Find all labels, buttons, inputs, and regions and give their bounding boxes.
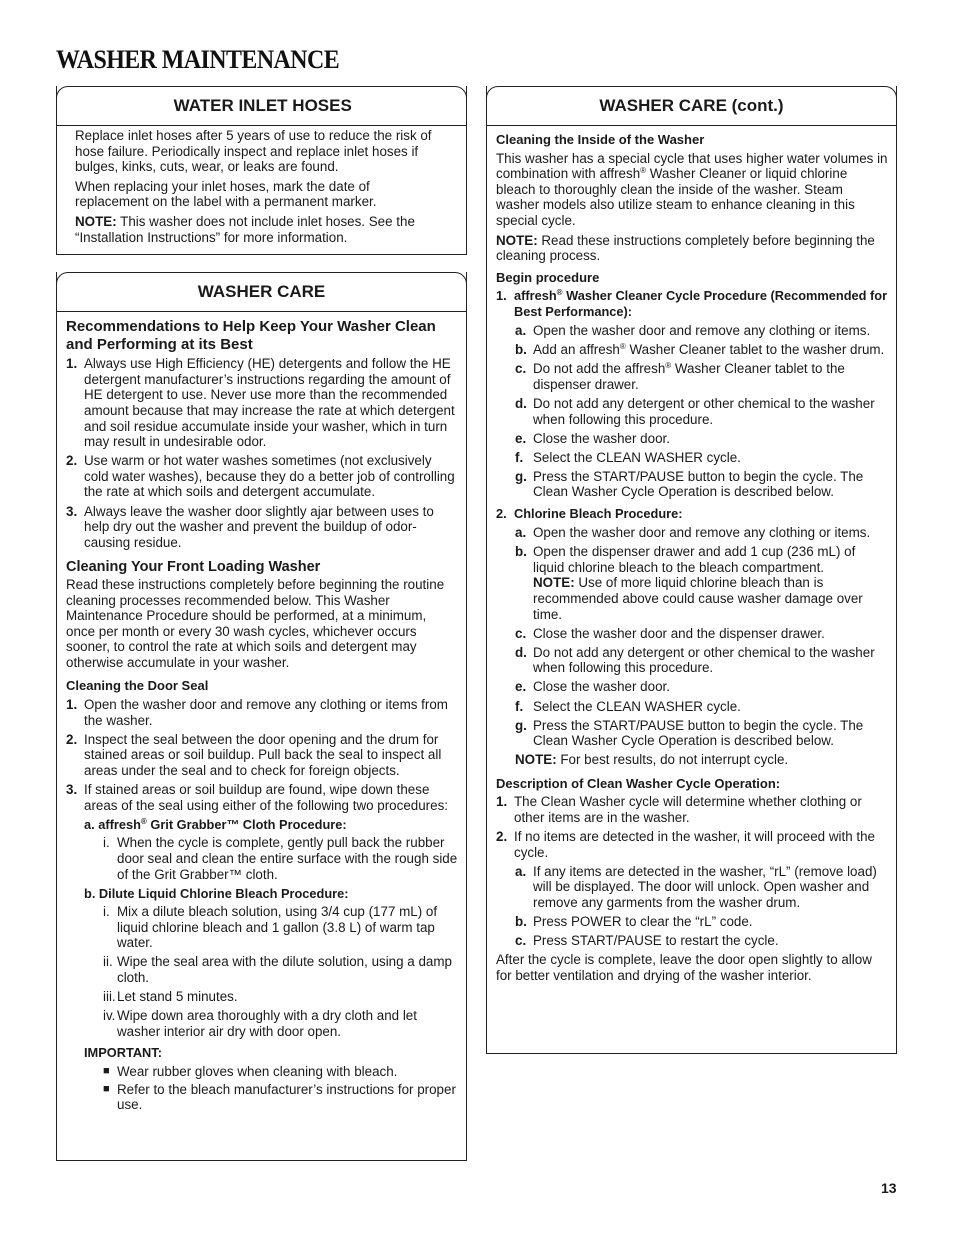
- front-loading-paragraph: Read these instructions completely before beginning the routine cleaning processes recommended below. This Washer Maintenance Procedure should be performed, at a minimum, once per month or every 30 wash cycles, whichever occurs sooner, to control the rate at which soils and detergent may otherwise accumulate in your washer.: [66, 576, 445, 670]
- inlet-paragraph-1: Replace inlet hoses after 5 years of use to reduce the risk of hose failure. Periodically inspect and replace inlet hoses if bulges, kinks, cuts, wear, or leaks are found.: [75, 128, 432, 175]
- list-item: 3. If stained areas or soil buildup are found, wipe down these areas of the seal using either of the following two procedures:: [66, 782, 448, 813]
- list-item: ■ Wear rubber gloves when cleaning with bleach.: [103, 1064, 398, 1080]
- front-loading-heading: Cleaning Your Front Loading Washer: [66, 559, 321, 576]
- washer-care-box: [56, 272, 467, 1161]
- list-item: d. Do not add any detergent or other chemical to the washer when following this procedure.: [515, 395, 875, 427]
- list-item: a. Open the washer door and remove any clothing or items.: [515, 525, 871, 541]
- list-item: 1. The Clean Washer cycle will determine whether clothing or other items are in the washer.: [496, 794, 862, 826]
- list-item: b. Press POWER to clear the “rL” code.: [515, 914, 753, 930]
- list-item: 2. Inspect the seal between the door opening and the drum for stained areas or soil buildup. Pull back the seal to inspect all areas under the seal and to check for foreign objects.: [66, 731, 442, 778]
- list-item: c. Close the washer door and the dispenser drawer.: [515, 625, 825, 641]
- square-bullet-icon: ■: [103, 1082, 110, 1095]
- cleaning-inside-paragraph: This washer has a special cycle that uses higher water volumes in combination with affresh® Washer Cleaner or liquid chlorine bleach to thoroughly clean the inside of the washer. Steam washer models also utilize steam to enhance cleaning in this special cycle.: [496, 150, 888, 228]
- list-item: 2. Use warm or hot water washes sometimes (not exclusively cold water washes), because they do a better job of controlling the rate at which soils and detergent accumulate.: [66, 453, 455, 500]
- list-item: i. Mix a dilute bleach solution, using 3/4 cup (177 mL) of liquid chlorine bleach and 1 gallon (3.8 L) of warm tap water.: [103, 904, 438, 951]
- page-title: WASHER MAINTENANCE: [56, 45, 340, 74]
- list-item: a. Open the washer door and remove any clothing or items.: [515, 323, 871, 339]
- list-item: c. Press START/PAUSE to restart the cycle.: [515, 933, 779, 949]
- list-item: b. Add an affresh® Washer Cleaner tablet to the washer drum.: [515, 342, 885, 358]
- washer-care-cont-box: [486, 86, 897, 1054]
- washer-care-cont-heading: WASHER CARE (cont.): [486, 86, 898, 126]
- bleach-procedure-heading: b. Dilute Liquid Chlorine Bleach Procedure:: [84, 885, 349, 901]
- affresh-procedure-heading: 1. affresh® Washer Cleaner Cycle Procedure (Recommended for Best Performance):: [496, 288, 888, 319]
- square-bullet-icon: ■: [103, 1065, 110, 1078]
- after-cycle-paragraph: After the cycle is complete, leave the door open slightly to allow for better ventilation and drying of the washer interior.: [496, 952, 872, 983]
- water-inlet-hoses-box: [56, 86, 467, 255]
- list-item: b. Open the dispenser drawer and add 1 cup (236 mL) of liquid chlorine bleach to the bleach compartment. NOTE: Use of more liquid chlorine bleach than is recommended above could cause washer damage over time.: [515, 544, 863, 622]
- list-item: e. Close the washer door.: [515, 679, 670, 695]
- list-item: 2. If no items are detected in the washer, it will proceed with the cycle.: [496, 829, 875, 860]
- list-item: 3. Always leave the washer door slightly ajar between uses to help dry out the washer and prevent the buildup of odor-causing residue.: [66, 503, 434, 550]
- list-item: f. Select the CLEAN WASHER cycle.: [515, 698, 741, 714]
- inlet-note: NOTE: This washer does not include inlet hoses. See the “Installation Instructions” for more information.: [75, 213, 415, 245]
- list-item: 1. Always use High Efficiency (HE) detergents and follow the HE detergent manufacturer’s instructions regarding the amount of HE detergent to use. Never use more than the recommended amount because that may increase the rate at which detergent and soil residue accumulate inside your washer, which in turn may result in undesirable odor.: [66, 356, 455, 450]
- list-item: c. Do not add the affresh® Washer Cleaner tablet to the dispenser drawer.: [515, 361, 845, 392]
- bleach-procedure-heading: 2. Chlorine Bleach Procedure:: [496, 505, 683, 521]
- list-item: iii. Let stand 5 minutes.: [103, 989, 238, 1005]
- inlet-paragraph-2: When replacing your inlet hoses, mark the date of replacement on the label with a permanent marker.: [75, 178, 377, 210]
- list-item: g. Press the START/PAUSE button to begin the cycle. The Clean Washer Cycle Operation is described below.: [515, 717, 864, 749]
- grit-grabber-procedure-heading: a. affresh® Grit Grabber™ Cloth Procedure:: [84, 816, 347, 832]
- begin-procedure-heading: Begin procedure: [496, 269, 600, 285]
- washer-care-heading: WASHER CARE: [56, 272, 468, 312]
- list-item: ■ Refer to the bleach manufacturer’s instructions for proper use.: [103, 1081, 456, 1113]
- list-item: a. If any items are detected in the washer, “rL” (remove load) will be displayed. The door will unlock. Open washer and remove any garments from the washer drum.: [515, 863, 877, 911]
- important-label: IMPORTANT:: [84, 1045, 162, 1061]
- recommendations-heading: Recommendations to Help Keep Your Washer Clean and Performing at its Best: [66, 318, 436, 353]
- page-number: 13: [881, 1180, 897, 1196]
- list-item: i. When the cycle is complete, gently pull back the rubber door seal and clean the entire surface with the rough side of the Grit Grabber™ cloth.: [103, 835, 458, 882]
- list-item: e. Close the washer door.: [515, 430, 670, 446]
- list-item: d. Do not add any detergent or other chemical to the washer when following this procedure.: [515, 644, 875, 676]
- door-seal-heading: Cleaning the Door Seal: [66, 678, 209, 694]
- list-item: ii. Wipe the seal area with the dilute solution, using a damp cloth.: [103, 954, 452, 986]
- list-item: f. Select the CLEAN WASHER cycle.: [515, 449, 741, 465]
- list-item: 1. Open the washer door and remove any clothing or items from the washer.: [66, 697, 448, 728]
- cleaning-inside-note: NOTE: Read these instructions completely before beginning the cleaning process.: [496, 232, 875, 264]
- list-item: iv. Wipe down area thoroughly with a dry cloth and let washer interior air dry with door open.: [103, 1008, 417, 1039]
- water-inlet-hoses-heading: WATER INLET HOSES: [56, 86, 468, 126]
- list-item: g. Press the START/PAUSE button to begin the cycle. The Clean Washer Cycle Operation is described below.: [515, 468, 864, 500]
- cycle-description-heading: Description of Clean Washer Cycle Operation:: [496, 775, 781, 791]
- bleach-procedure-note: NOTE: For best results, do not interrupt cycle.: [515, 752, 789, 768]
- cleaning-inside-heading: Cleaning the Inside of the Washer: [496, 132, 705, 147]
